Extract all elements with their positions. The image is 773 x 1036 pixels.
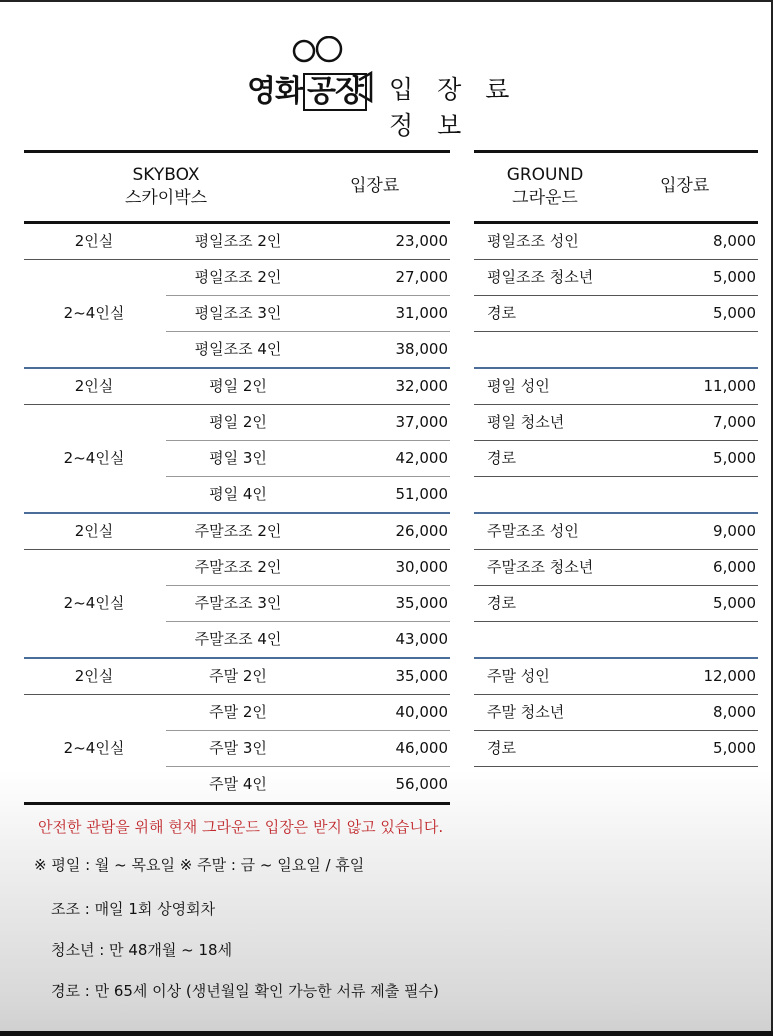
table-row bbox=[474, 550, 758, 585]
ticket-price: 46,000 bbox=[395, 739, 448, 757]
ground-table-header bbox=[474, 153, 758, 221]
table-row bbox=[24, 224, 450, 259]
ticket-type: 주말 청소년 bbox=[487, 703, 565, 721]
note-youth: 청소년 : 만 48개월 ~ 18세 bbox=[51, 941, 233, 959]
page-header bbox=[245, 36, 545, 140]
ground-table-body bbox=[474, 224, 758, 802]
ticket-price: 23,000 bbox=[395, 232, 448, 250]
table-row bbox=[474, 731, 758, 766]
multi-room-block bbox=[24, 550, 450, 657]
room-type: 2인실 bbox=[74, 522, 114, 540]
table-row bbox=[474, 296, 758, 331]
room-type: 2~4인실 bbox=[63, 739, 125, 757]
brand-boxed: 공장 bbox=[303, 73, 367, 111]
notice-text: 안전한 관람을 위해 현재 그라운드 입장은 받지 않고 있습니다. bbox=[38, 818, 444, 836]
table-row bbox=[474, 586, 758, 621]
ticket-type: 주말조조 2인 bbox=[194, 558, 282, 576]
room-type: 2~4인실 bbox=[63, 449, 125, 467]
room-type: 2인실 bbox=[74, 667, 114, 685]
table-row bbox=[474, 695, 758, 730]
ticket-type: 평일조조 성인 bbox=[487, 232, 579, 250]
table-row bbox=[474, 224, 758, 259]
ticket-price: 35,000 bbox=[395, 667, 448, 685]
note-weekday-weekend: ※ 평일 : 월 ~ 목요일 ※ 주말 : 금 ~ 일요일 / 휴일 bbox=[34, 856, 365, 874]
ticket-type: 주말조조 2인 bbox=[194, 522, 282, 540]
ticket-price: 38,000 bbox=[395, 340, 448, 358]
ticket-type: 주말조조 4인 bbox=[194, 630, 282, 648]
ticket-price: 12,000 bbox=[703, 667, 756, 685]
ticket-price: 11,000 bbox=[703, 377, 756, 395]
ground-fee-header: 입장료 bbox=[660, 176, 710, 196]
ticket-type: 주말 4인 bbox=[209, 775, 267, 793]
table-row bbox=[474, 622, 758, 657]
ground-price-table bbox=[474, 150, 758, 802]
room-type: 2~4인실 bbox=[63, 304, 125, 322]
ticket-type: 경로 bbox=[487, 449, 516, 467]
multi-room-block bbox=[24, 405, 450, 512]
ticket-type: 주말 성인 bbox=[487, 667, 550, 685]
room-type: 2~4인실 bbox=[63, 594, 125, 612]
skybox-name-ko: 스카이박스 bbox=[124, 188, 208, 208]
ticket-type: 평일 2인 bbox=[209, 377, 267, 395]
skybox-table-header bbox=[24, 153, 450, 221]
skybox-price-table bbox=[24, 150, 450, 805]
multi-room-block bbox=[24, 260, 450, 367]
ticket-price: 6,000 bbox=[713, 558, 756, 576]
ticket-price: 27,000 bbox=[395, 268, 448, 286]
table-row bbox=[474, 405, 758, 440]
skybox-name-en: SKYBOX bbox=[132, 165, 200, 185]
ticket-type: 평일 3인 bbox=[209, 449, 267, 467]
ticket-price: 7,000 bbox=[713, 413, 756, 431]
ticket-type: 주말 3인 bbox=[209, 739, 267, 757]
ticket-type: 경로 bbox=[487, 739, 516, 757]
ticket-price: 32,000 bbox=[395, 377, 448, 395]
ticket-type: 평일조조 2인 bbox=[194, 232, 282, 250]
ticket-price: 51,000 bbox=[395, 485, 448, 503]
ticket-price: 37,000 bbox=[395, 413, 448, 431]
table-row bbox=[24, 514, 450, 549]
table-row bbox=[24, 659, 450, 694]
ticket-type: 주말조조 청소년 bbox=[487, 558, 594, 576]
ground-heading bbox=[474, 164, 616, 210]
room-type: 2인실 bbox=[74, 232, 114, 250]
ticket-price: 43,000 bbox=[395, 630, 448, 648]
ticket-price: 5,000 bbox=[713, 449, 756, 467]
ticket-price: 30,000 bbox=[395, 558, 448, 576]
brand-prefix: 영화 bbox=[247, 74, 303, 109]
skybox-table-body bbox=[24, 224, 450, 802]
ticket-type: 평일조조 청소년 bbox=[487, 268, 594, 286]
ticket-price: 42,000 bbox=[395, 449, 448, 467]
ticket-price: 8,000 bbox=[713, 703, 756, 721]
table-row bbox=[474, 260, 758, 295]
ticket-price: 56,000 bbox=[395, 775, 448, 793]
ground-name-ko: 그라운드 bbox=[512, 188, 578, 208]
ticket-type: 주말조조 3인 bbox=[194, 594, 282, 612]
ticket-type: 경로 bbox=[487, 304, 516, 322]
ticket-price: 5,000 bbox=[713, 739, 756, 757]
ticket-type: 평일조조 2인 bbox=[194, 268, 282, 286]
ticket-price: 5,000 bbox=[713, 268, 756, 286]
ticket-price: 8,000 bbox=[713, 232, 756, 250]
ticket-type: 평일 청소년 bbox=[487, 413, 565, 431]
ticket-type: 주말조조 성인 bbox=[487, 522, 579, 540]
ticket-price: 40,000 bbox=[395, 703, 448, 721]
page-title: 입 장 료 정 보 bbox=[389, 75, 518, 140]
skybox-heading bbox=[84, 164, 248, 210]
table-row bbox=[24, 369, 450, 404]
ticket-price: 5,000 bbox=[713, 594, 756, 612]
multi-room-block bbox=[24, 695, 450, 802]
ticket-type: 평일 4인 bbox=[209, 485, 267, 503]
table-row bbox=[474, 332, 758, 367]
ticket-type: 주말 2인 bbox=[209, 667, 267, 685]
brand-logo-text bbox=[247, 72, 367, 112]
table-row bbox=[474, 659, 758, 694]
skybox-fee-header: 입장료 bbox=[350, 176, 400, 196]
table-row bbox=[474, 477, 758, 512]
ticket-type: 경로 bbox=[487, 594, 516, 612]
table-row bbox=[474, 441, 758, 476]
ticket-price: 5,000 bbox=[713, 304, 756, 322]
ticket-price: 26,000 bbox=[395, 522, 448, 540]
ticket-price: 31,000 bbox=[395, 304, 448, 322]
ticket-type: 평일 성인 bbox=[487, 377, 550, 395]
note-jojo: 조조 : 매일 1회 상영회차 bbox=[51, 900, 216, 918]
frame-bottom-border bbox=[0, 1031, 773, 1036]
table-row bbox=[474, 767, 758, 802]
table-bottom-rule bbox=[24, 802, 450, 805]
ticket-type: 평일 2인 bbox=[209, 413, 267, 431]
ticket-type: 평일조조 4인 bbox=[194, 340, 282, 358]
table-row bbox=[474, 514, 758, 549]
frame-top-border bbox=[0, 0, 773, 2]
table-row bbox=[474, 369, 758, 404]
ticket-type: 주말 2인 bbox=[209, 703, 267, 721]
ticket-type: 평일조조 3인 bbox=[194, 304, 282, 322]
room-type: 2인실 bbox=[74, 377, 114, 395]
note-senior: 경로 : 만 65세 이상 (생년월일 확인 가능한 서류 제출 필수) bbox=[51, 982, 439, 1000]
ticket-price: 9,000 bbox=[713, 522, 756, 540]
ticket-price: 35,000 bbox=[395, 594, 448, 612]
ground-name-en: GROUND bbox=[506, 165, 584, 185]
